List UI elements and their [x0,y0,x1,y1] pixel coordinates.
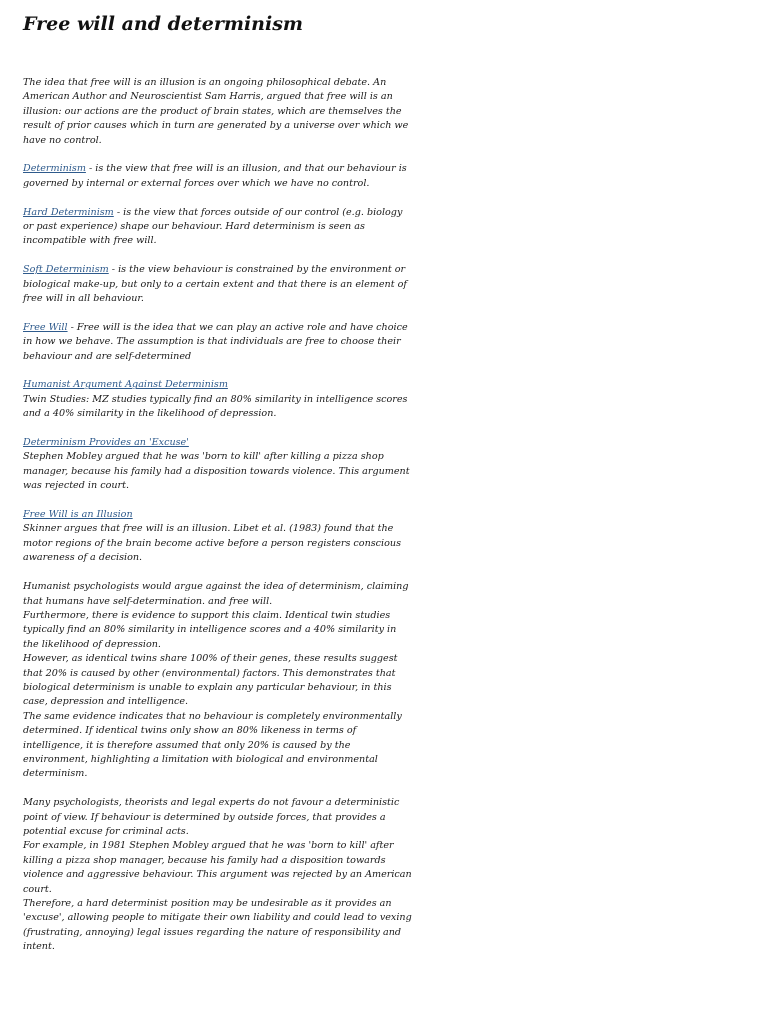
evidence-heading: Free Will is an Illusion [23,509,133,521]
essay-paragraph-humanist [23,580,415,782]
definition-text: - is the view that free will is an illusion, and that our behaviour is governed by internal or external forces over which we have no control. [23,163,407,189]
evidence-illusion [23,508,415,566]
evidence-text: Stephen Mobley argued that he was 'born to kill' after killing a pizza shop manager, because his family had a disposition towards violence. This argument was rejected in court. [23,451,410,492]
term-hard-determinism: Hard Determinism [23,206,114,218]
definition-text: - Free will is the idea that we can play an active role and have choice in how we behave. The assumption is that individuals are free to choose their behaviour and are self-determined [23,321,408,362]
document-body [23,76,415,969]
essay-line: Therefore, a hard determinist position may be undesirable as it provides an 'excuse', allowing people to mitigate their own liability and could lead to vexing (frustrating, annoying) legal issues regarding the nature of responsibility and intent. [23,898,412,953]
essay-line: Humanist psychologists would argue against the idea of determinism, claiming that humans have self-determination. and free will. [23,581,409,607]
essay-line: The same evidence indicates that no behaviour is completely environmentally determined. If identical twins only show an 80% likeness in terms of intelligence, it is therefore assumed that only 20% is caused by the environment, highlighting a limitation with biological and environmental determinism. [23,710,402,780]
essay-paragraph-legal [23,796,415,954]
term-determinism: Determinism [23,163,86,175]
term-soft-determinism: Soft Determinism [23,264,109,276]
evidence-text: Twin Studies: MZ studies typically find an 80% similarity in intelligence scores and a 40% similarity in the likelihood of depression. [23,393,408,420]
evidence-heading: Determinism Provides an 'Excuse' [23,437,189,449]
definition-hard-determinism [23,206,415,249]
definition-text: - is the view that forces outside of our control (e.g. biology or past experience) shape our behaviour. Hard determinism is seen as incompatible with free will. [23,206,403,247]
definition-text: - is the view behaviour is constrained by the environment or biological make-up, but only to a certain extent and that there is an element of free will in all behaviour. [23,264,407,305]
definition-determinism [23,162,415,191]
essay-line: Furthermore, there is evidence to support this claim. Identical twin studies typically find an 80% similarity in intelligence scores and a 40% similarity in the likelihood of depression. [23,609,397,650]
term-free-will: Free Will [23,321,68,333]
evidence-humanist [23,378,415,421]
essay-line: For example, in 1981 Stephen Mobley argued that he was 'born to kill' after killing a pizza shop manager, because his family had a disposition towards violence and aggressive behaviour. This argument was rejected by an American court. [23,840,412,895]
definition-soft-determinism [23,263,415,306]
intro-text: The idea that free will is an illusion is an ongoing philosophical debate. An American Author and Neuroscientist Sam Harris, argued that free will is an illusion: our actions are the product of brain states, which are themselves the result of prior causes which in turn are generated by a universe over which we have no control. [23,77,409,146]
evidence-text: Skinner argues that free will is an illusion. Libet et al. (1983) found that the motor regions of the brain become active before a person registers conscious awareness of a decision. [23,523,401,564]
essay-line: However, as identical twins share 100% of their genes, these results suggest that 20% is caused by other (environmental) factors. This demonstrates that biological determinism is unable to explain any particular behaviour, in this case, depression and intelligence. [23,653,398,708]
intro-paragraph [23,76,415,148]
essay-line: Many psychologists, theorists and legal experts do not favour a deterministic point of view. If behaviour is determined by outside forces, that provides a potential excuse for criminal acts. [23,797,400,837]
page-title: Free will and determinism [23,13,304,35]
definition-free-will [23,321,415,364]
evidence-excuse [23,436,415,494]
evidence-heading: Humanist Argument Against Determinism [23,379,228,391]
